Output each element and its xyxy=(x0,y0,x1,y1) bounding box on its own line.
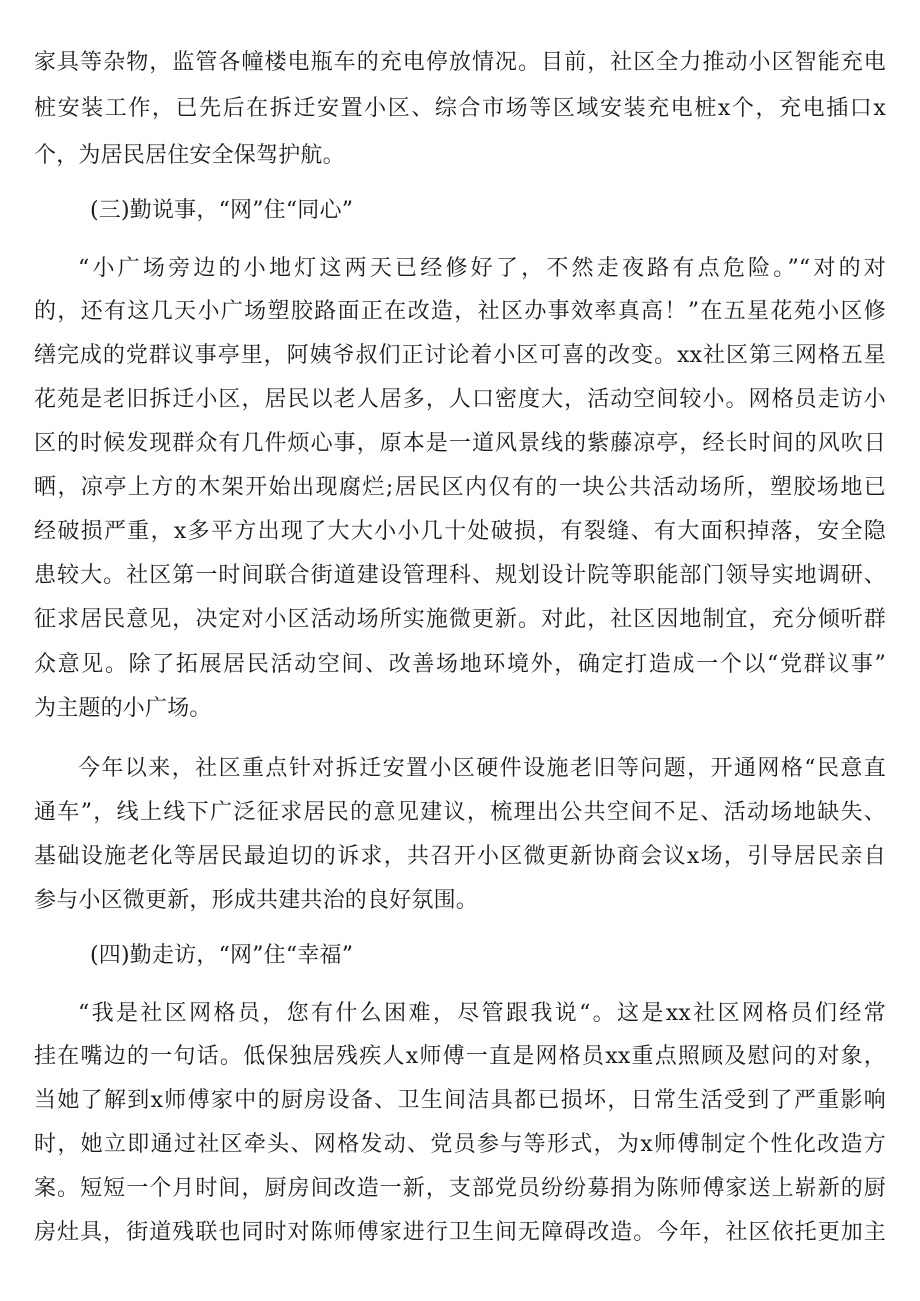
paragraph-line: “我是社区网格员，您有什么困难，尽管跟我说“。这是xx社区网格员们经常 xyxy=(78,1001,886,1026)
section-heading: (四)勤走访，“网”住“幸福” xyxy=(90,943,354,968)
paragraph-line: 参与小区微更新，形成共建共治的良好氛围。 xyxy=(34,888,479,913)
paragraph-line: 桩安装工作，已先后在拆迁安置小区、综合市场等区域安装充电桩x个，充电插口x xyxy=(34,96,886,121)
paragraph-line: 当她了解到x师傅家中的厨房设备、卫生间洁具都已损坏，日常生活受到了严重影响 xyxy=(34,1088,886,1113)
paragraph-line: 房灶具，街道残联也同时对陈师傅家进行卫生间无障碍改造。今年，社区依托更加主 xyxy=(34,1220,886,1245)
paragraph-line: “小广场旁边的小地灯这两天已经修好了，不然走夜路有点危险。”“对的对 xyxy=(78,256,886,281)
paragraph-line: 时，她立即通过社区牵头、网格发动、党员参与等形式，为x师傅制定个性化改造方 xyxy=(34,1132,886,1157)
paragraph-line: 的，还有这几天小广场塑胶路面正在改造，社区办事效率真高！”在五星花苑小区修 xyxy=(34,299,886,324)
paragraph-line: 晒，凉亭上方的木架开始出现腐烂;居民区内仅有的一块公共活动场所，塑胶场地已 xyxy=(34,475,886,500)
paragraph-line: 缮完成的党群议事亭里，阿姨爷叔们正讨论着小区可喜的改变。xx社区第三网格五星 xyxy=(34,343,886,368)
paragraph-line: 花苑是老旧拆迁小区，居民以老人居多，人口密度大，活动空间较小。网格员走访小 xyxy=(34,387,886,412)
paragraph-line: 众意见。除了拓展居民活动空间、改善场地环境外，确定打造成一个以“党群议事” xyxy=(34,652,886,677)
paragraph-line: 患较大。社区第一时间联合街道建设管理科、规划设计院等职能部门领导实地调研、 xyxy=(34,563,886,588)
paragraph-line: 经破损严重，x多平方出现了大大小小几十处破损，有裂缝、有大面积掉落，安全隐 xyxy=(34,519,886,544)
section-heading: (三)勤说事，“网”住“同心” xyxy=(90,198,354,223)
paragraph-line: 通车”，线上线下广泛征求居民的意见建议，梳理出公共空间不足、活动场地缺失、 xyxy=(34,800,886,825)
paragraph-line: 今年以来，社区重点针对拆迁安置小区硬件设施老旧等问题，开通网格“民意直 xyxy=(78,756,886,781)
paragraph-line: 为主题的小广场。 xyxy=(34,696,212,721)
paragraph-line: 区的时候发现群众有几件烦心事，原本是一道风景线的紫藤凉亭，经长时间的风吹日 xyxy=(34,431,886,456)
paragraph-line: 家具等杂物，监管各幢楼电瓶车的充电停放情况。目前，社区全力推动小区智能充电 xyxy=(34,50,886,75)
paragraph-line: 征求居民意见，决定对小区活动场所实施微更新。对此，社区因地制宜，充分倾听群 xyxy=(34,607,886,632)
paragraph-line: 个，为居民居住安全保驾护航。 xyxy=(34,143,345,168)
paragraph-line: 挂在嘴边的一句话。低保独居残疾人x师傅一直是网格员xx重点照顾及慰问的对象， xyxy=(34,1044,886,1069)
paragraph-line: 案。短短一个月时间，厨房间改造一新，支部党员纷纷募捐为陈师傅家送上崭新的厨 xyxy=(34,1176,886,1201)
paragraph-line: 基础设施老化等居民最迫切的诉求，共召开小区微更新协商会议x场，引导居民亲自 xyxy=(34,844,886,869)
